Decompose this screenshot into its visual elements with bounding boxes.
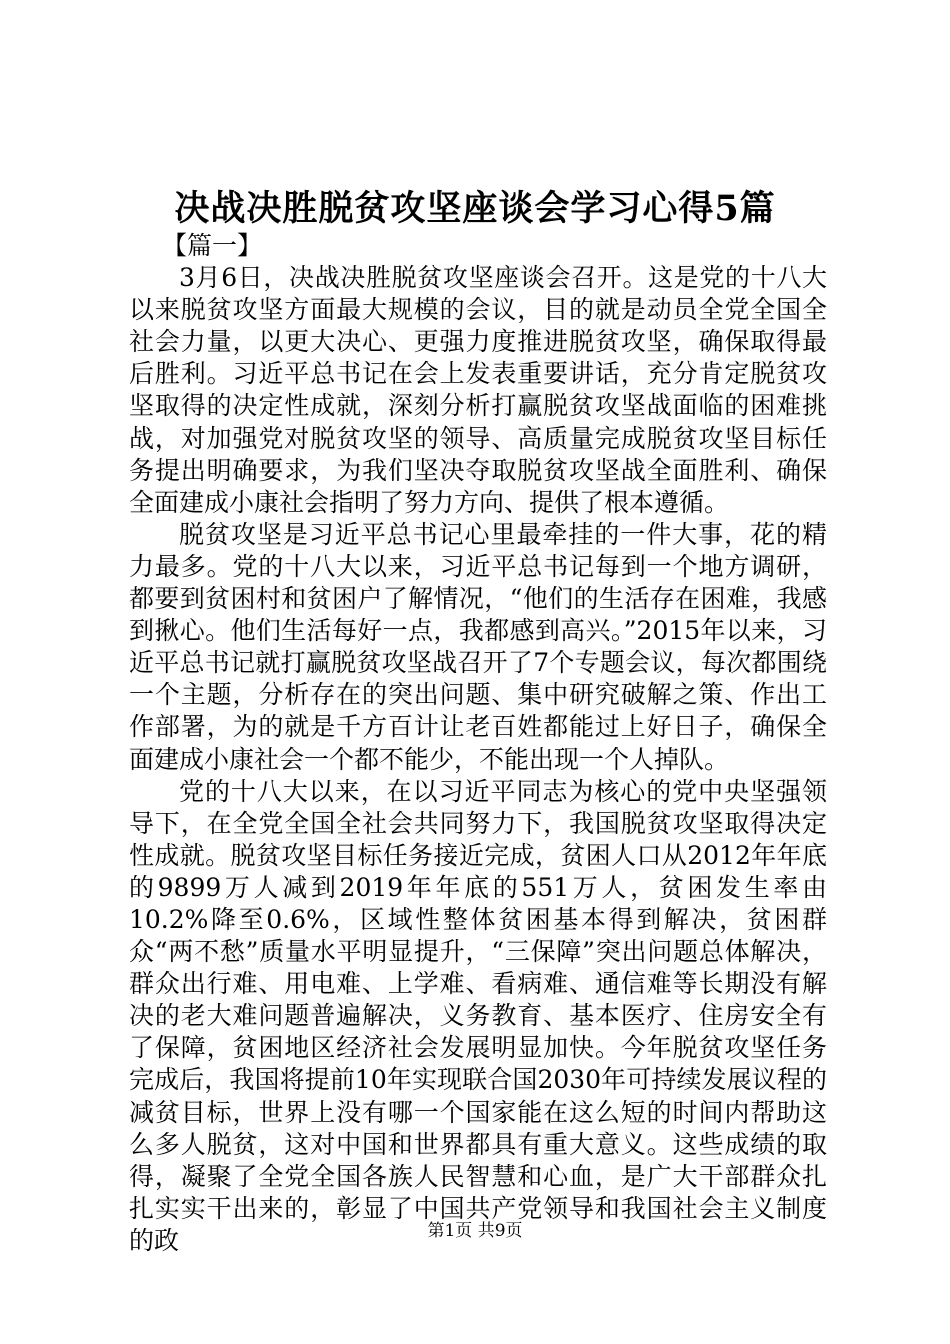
page-number-footer: 第1页 共9页: [427, 1221, 523, 1241]
paragraph-2: 脱贫攻坚是习近平总书记心里最牵挂的一件大事，花的精力最多。党的十八大以来，习近平总书记每到一个地方调研，都要到贫困村和贫困户了解情况，“他们的生活存在困难，我感到揪心。他们生活每好一点，我都感到高兴。”2015年以来，习近平总书记就打赢脱贫攻坚战召开了7个专题会议，每次都围绕一个主题，分析存在的突出问题、集中研究破解之策、作出工作部署，为的就是千方百计让老百姓都能过上好日子，确保全面建成小康社会一个都不能少，不能出现一个人掉队。: [129, 519, 827, 774]
document-body: [129, 230, 827, 1257]
paragraph-1: 3月6日，决战决胜脱贫攻坚座谈会召开。这是党的十八大以来脱贫攻坚方面最大规模的会议，目的就是动员全党全国全社会力量，以更大决心、更强力度推进脱贫攻坚，确保取得最后胜利。习近平总书记在会上发表重要讲话，充分肯定脱贫攻坚取得的决定性成就，深刻分析打赢脱贫攻坚战面临的困难挑战，对加强党对脱贫攻坚的领导、高质量完成脱贫攻坚目标任务提出明确要求，为我们坚决夺取脱贫攻坚战全面胜利、确保全面建成小康社会指明了努力方向、提供了根本遵循。: [129, 263, 827, 517]
document-title: 决战决胜脱贫攻坚座谈会学习心得5篇: [174, 188, 776, 229]
paragraph-3: 党的十八大以来，在以习近平同志为核心的党中央坚强领导下，在全党全国全社会共同努力下，我国脱贫攻坚取得决定性成就。脱贫攻坚目标任务接近完成，贫困人口从2012年年底的9899万人减到2019年年底的551万人，贫困发生率由10.2%降至0.6%，区域性整体贫困基本得到解决，贫困群众“两不愁”质量水平明显提升，“三保障”突出问题总体解决，群众出行难、用电难、上学难、看病难、通信难等长期没有解决的老大难问题普遍解决，义务教育、基本医疗、住房安全有了保障，贫困地区经济社会发展明显加快。今年脱贫攻坚任务完成后，我国将提前10年实现联合国2030年可持续发展议程的减贫目标，世界上没有哪一个国家能在这么短的时间内帮助这么多人脱贫，这对中国和世界都具有重大意义。这些成绩的取得，凝聚了全党全国各族人民智慧和心血，是广大干部群众扎扎实实干出来的，彰显了中国共产党领导和我国社会主义制度的政: [129, 776, 827, 1255]
section-label: 【篇一】: [162, 231, 263, 260]
